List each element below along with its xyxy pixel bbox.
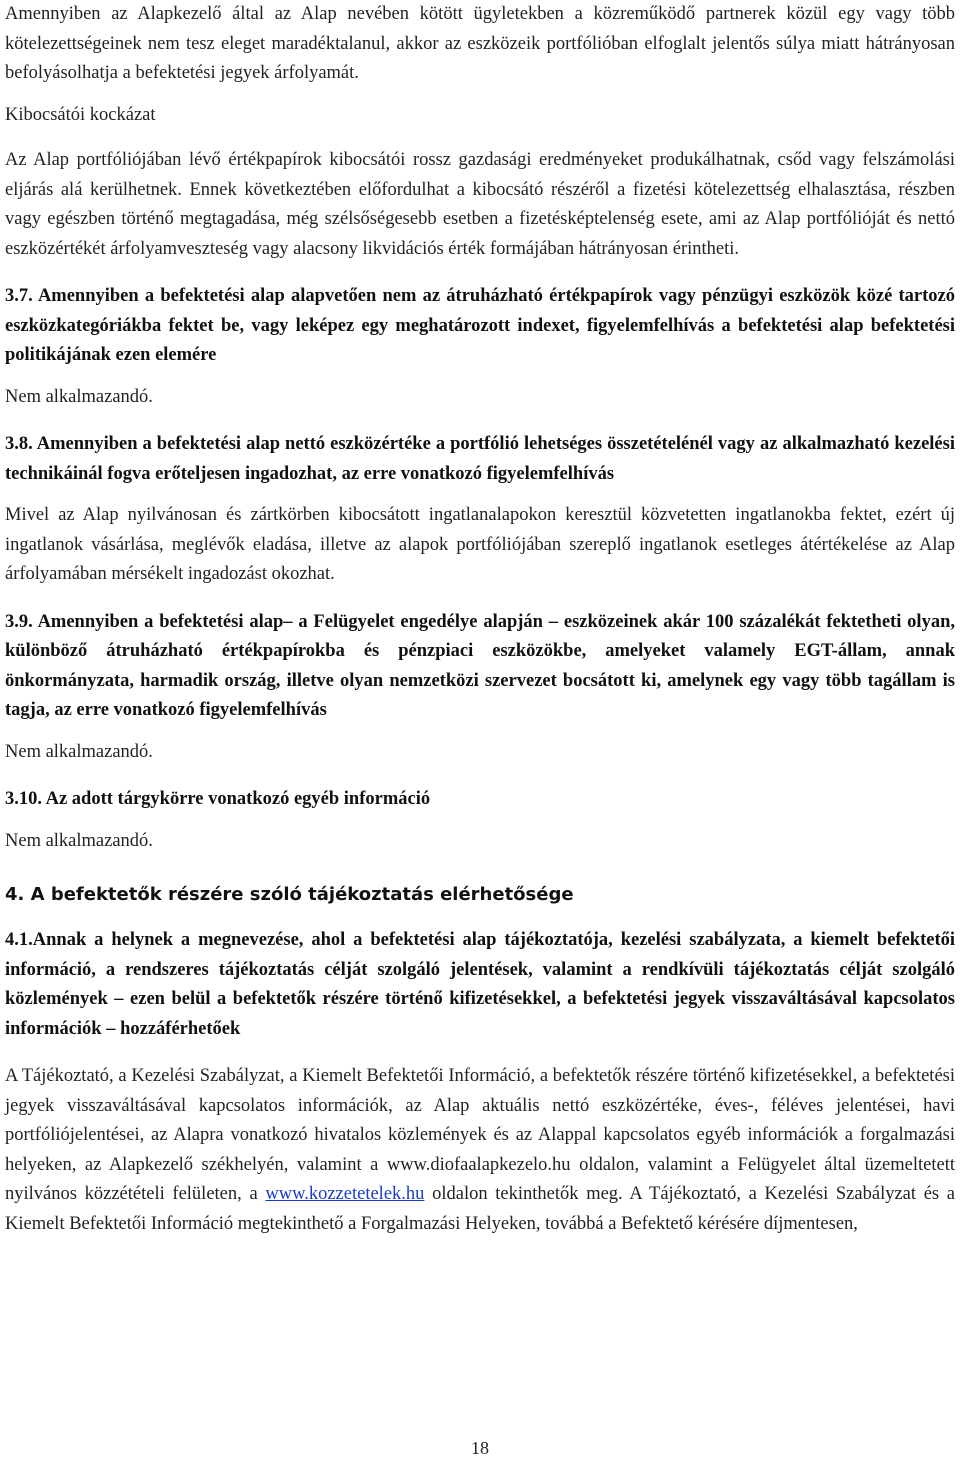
section-3-7-body: Nem alkalmazandó.: [5, 386, 153, 407]
section-3-8-body: Mivel az Alap nyilvánosan és zártkörben kibocsátott ingatlanalapokon keresztül közvetetten ingatlanokba fektet, ezért új ingatlanok vásárlása, meglévők eladása, illetve az alapok portfóliójában szereplő ingatlanok esetleges átértékelése az Alap árfolyamában mérsékelt ingadozást okozhat.: [5, 505, 955, 584]
intro-paragraph: Amennyiben az Alapkezelő által az Alap nevében kötött ügyletekben a közreműködő partnerek közül egy vagy több kötelezettségeinek nem tesz eleget maradéktalanul, akkor az eszközeik portfólióban elfoglalt jelentős súlya miatt hátrányosan befolyásolhatja a befektetési jegyek árfolyamát.: [5, 4, 955, 83]
section-4-heading: 4. A befektetők részére szóló tájékoztatás elérhetősége: [5, 884, 574, 905]
section-3-7-heading: 3.7. Amennyiben a befektetési alap alapvetően nem az átruházható értékpapírok vagy pénzügyi eszközök közé tartozó eszközkategóriákba fektet be, vagy leképez egy meghatározott indexet, figyelemfelhívás a befektetési alap befektetési politikájának ezen elemére: [5, 286, 955, 365]
section-4-1-body-part1: A Tájékoztató, a Kezelési Szabályzat, a Kiemelt Befektetői Információ, a befektetők részére történő kifizetésekkel, a befektetési jegyek visszaváltásával kapcsolatos információk, az Alap aktuális nettó eszközértéke, éves-, féléves jelentései, havi portfóliójelentései, az Alapra vonatkozó hivatalos közlemények és az Alappal kapcsolatos egyéb információk a forgalmazási helyeken, az Alapkezelő székhelyén, valamint a www.diofaalapkezelo.hu oldalon, valamint a Felügyelet által üzemeltetett nyilvános közzétételi felületen, a: [5, 1066, 955, 1204]
section-3-9-heading: 3.9. Amennyiben a befektetési alap– a Felügyelet engedélye alapján – eszközeinek akár 100 százalékát fektetheti olyan, különböző átruházható értékpapírokba és pénzpiaci eszközökbe, amelyeket valamely EGT-állam, annak önkormányzata, harmadik ország, illetve olyan nemzetközi szervezet bocsátott ki, amelynek egy vagy több tagállam is tagja, az erre vonatkozó figyelemfelhívás: [5, 611, 955, 720]
section-4-1-heading: 4.1.Annak a helynek a megnevezése, ahol a befektetési alap tájékoztatója, kezelési szabályzata, a kiemelt befektetői információ, a rendszeres tájékoztatás célját szolgáló jelentések, valamint a rendkívüli tájékoztatás célját szolgáló közlemények – ezen belül a befektetők részére történő kifizetésekkel, a befektetési jegyek visszaváltásával kapcsolatos információk – hozzáférhetőek: [5, 930, 955, 1039]
section-4-1-body-part2: oldalon tekinthetők meg. A Tájékoztató, a Kezelési Szabályzat és a Kiemelt Befektetői Információ megtekinthető a Forgalmazási Helyeken, továbbá a Befektető kérésére díjmentesen,: [5, 1184, 956, 1234]
issuer-risk-paragraph: Az Alap portfóliójában lévő értékpapírok kibocsátói rossz gazdasági eredményeket produkálhatnak, csőd vagy felszámolási eljárás alá kerülhetnek. Ennek következtében előfordulhat a kibocsátó részéről a fizetési kötelezettség elhalasztása, részben vagy egészben történő megtagadása, még szélsőségesebb esetben a fizetésképtelenség esete, ami az Alap portfólióját és nettó eszközértékét árfolyamveszteség vagy alacsony likvidációs érték formájában hátrányosan érintheti.: [5, 150, 955, 259]
section-3-9-body: Nem alkalmazandó.: [5, 741, 153, 762]
section-3-10-heading: 3.10. Az adott tárgykörre vonatkozó egyéb információ: [5, 789, 431, 809]
section-4-1-body: [5, 1062, 955, 1239]
document-page: [5, 0, 955, 1239]
section-3-8-heading: 3.8. Amennyiben a befektetési alap nettó eszközértéke a portfólió lehetséges összetételénél vagy az alkalmazható kezelési technikáinál fogva erőteljesen ingadozhat, az erre vonatkozó figyelemfelhívás: [5, 434, 955, 484]
kozzetetelek-link[interactable]: www.kozzetetelek.hu: [265, 1184, 425, 1204]
section-3-10-body: Nem alkalmazandó.: [5, 830, 153, 851]
page-number: 18: [471, 1438, 489, 1458]
issuer-risk-title: Kibocsátói kockázat: [5, 104, 156, 125]
